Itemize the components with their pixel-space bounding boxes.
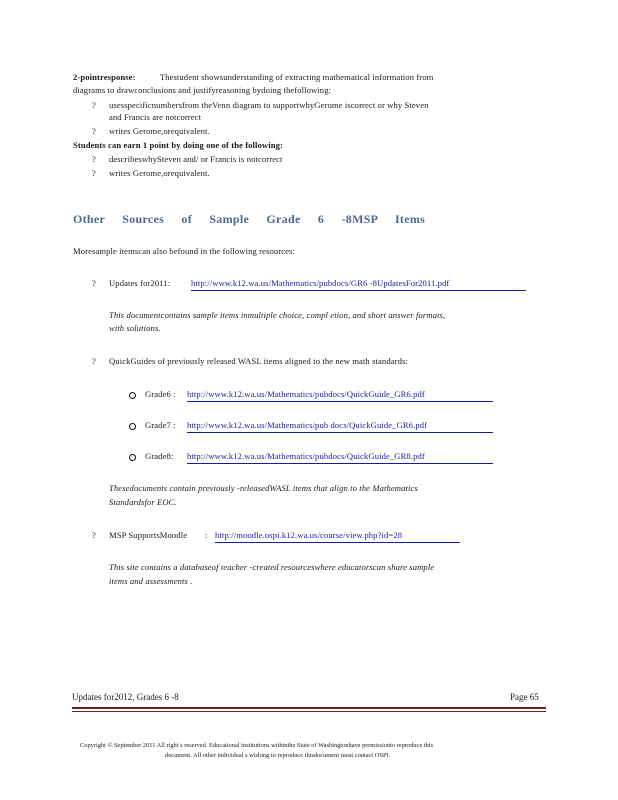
- list-item: writes Gerome,orequivalent.: [109, 126, 210, 136]
- list-item: writes Gerome,orequivalent.: [109, 168, 210, 178]
- list-item: and Francis are notcorrect: [109, 112, 202, 122]
- grade7-link-underline: [187, 432, 493, 433]
- footer-rule-thin: [72, 711, 546, 712]
- circle-bullet-icon: [129, 423, 136, 430]
- grade8-link-underline: [187, 463, 493, 464]
- footer-rule: [72, 707, 546, 709]
- quickguides-description: Thesedocuments contain previously -releasedWASL items that align to the Mathematics: [109, 483, 418, 493]
- grade7-link[interactable]: http://www.k12.wa.us/Mathematics/pub docs/QuickGuide_GR6.pdf: [187, 420, 428, 430]
- bullet-marker: ?: [92, 126, 96, 136]
- list-item: describeswhySteven and/ or Francis is notcorrect: [109, 154, 283, 164]
- grade6-label: Grade6 :: [145, 389, 176, 399]
- moodle-label: MSP SupportsMoodle: [109, 530, 188, 540]
- bullet-marker: ?: [92, 154, 96, 164]
- updates-description-2: with solutions.: [109, 323, 161, 333]
- grade8-link[interactable]: http://www.k12.wa.us/Mathematics/pubdocs/QuickGuide_GR8.pdf: [187, 451, 425, 461]
- grade6-link[interactable]: http://www.k12.wa.us/Mathematics/pubdocs/QuickGuide_GR6.pdf: [187, 389, 425, 399]
- section-title: Other Sources of Sample Grade 6 -8MSP Items: [73, 212, 426, 226]
- two-point-text: Thestudent showsunderstanding of extracting mathematical information from: [159, 72, 434, 82]
- bullet-marker: ?: [92, 530, 96, 540]
- moodle-link[interactable]: http://moodle.ospi.k12.wa.us/course/view.php?id=28: [215, 530, 403, 540]
- response-line-2: diagrams to drawconclusions and justifyreasoning bydoing thefollowing:: [73, 85, 332, 95]
- grade8-label: Grade8:: [145, 451, 174, 461]
- quickguides-description-2: Standardsfor EOC.: [109, 497, 177, 507]
- two-point-label: 2-pointresponse:: [73, 72, 136, 82]
- circle-bullet-icon: [129, 454, 136, 461]
- page-number: Page 65: [510, 692, 539, 702]
- circle-bullet-icon: [129, 392, 136, 399]
- section-intro: Moresample itemscan also befound in the following resources:: [73, 246, 295, 256]
- updates-description: This documentcontains sample items inmultiple choice, compl etion, and short answer formats,: [109, 310, 446, 320]
- moodle-link-underline: [215, 542, 460, 543]
- grade7-label: Grade7 :: [145, 420, 176, 430]
- updates-link-underline: [191, 290, 526, 291]
- grade6-link-underline: [187, 401, 493, 402]
- bullet-marker: ?: [92, 356, 96, 366]
- updates-link[interactable]: http://www.k12.wa.us/Mathematics/pubdocs/GR6 -8UpdatesFor2011.pdf: [191, 278, 450, 288]
- bullet-marker: ?: [92, 100, 96, 110]
- response-heading-line: [73, 72, 433, 82]
- bullet-marker: ?: [92, 278, 96, 288]
- moodle-description-2: items and assessments .: [109, 576, 193, 586]
- moodle-separator: :: [205, 530, 208, 540]
- copyright-line-2: document. All other individual s wishing to reproduce thisdocument must contact OSPI.: [165, 752, 391, 759]
- quickguides-text: QuickGuides of previously released WASL items aligned to the new math standards:: [109, 356, 408, 366]
- copyright-line-1: Copyright © September 2011 All right s reserved. Educational institutions withinthe State of Washingtonhave permissionto reproduce this: [80, 742, 434, 749]
- list-item: usesspecificnumbersfrom theVenn diagram to supportwhyGerome iscorrect or why Steven: [109, 100, 429, 110]
- updates-label: Updates for2011:: [109, 278, 171, 288]
- one-point-heading: Students can earn 1 point by doing one of the following:: [73, 140, 283, 150]
- bullet-marker: ?: [92, 168, 96, 178]
- moodle-description: This site contains a databaseof teacher -created resourceswhere educatorscan share sample: [109, 562, 435, 572]
- footer-left: Updates for2012, Grades 6 -8: [72, 692, 179, 702]
